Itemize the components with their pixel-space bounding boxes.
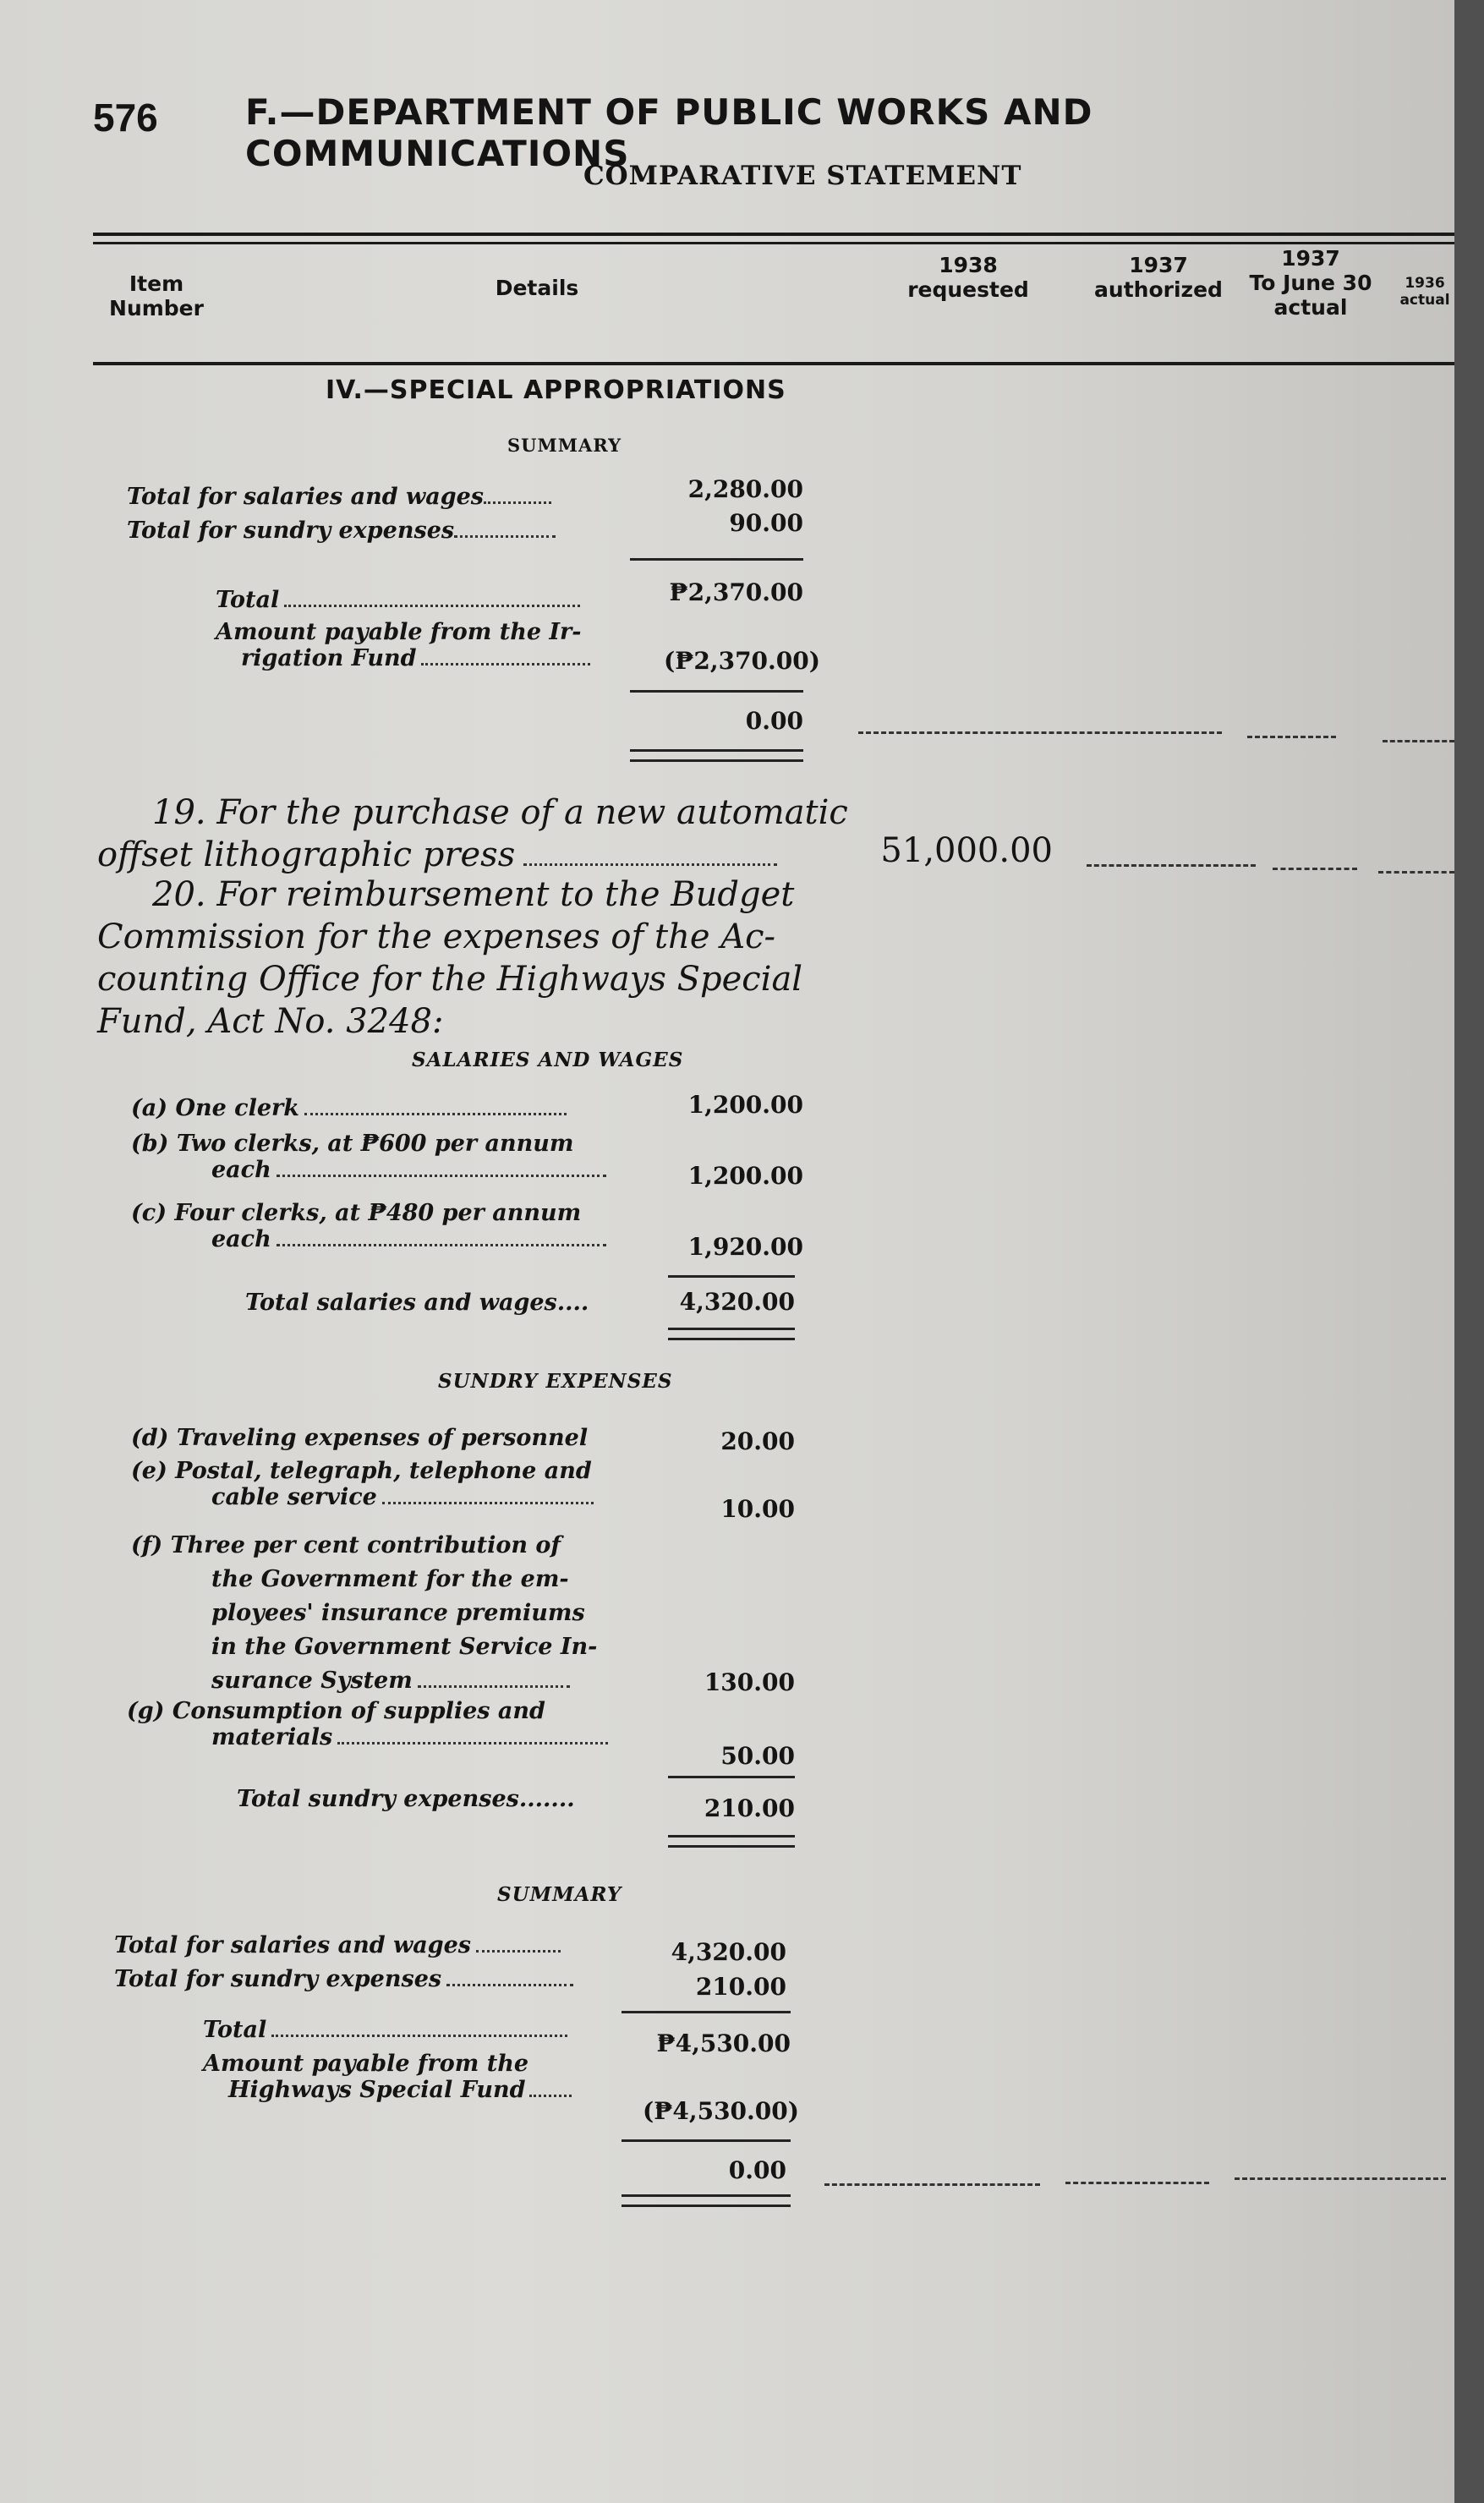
item-20-col-dashes-1 (824, 2183, 1040, 2186)
summary-col-dashes-1 (858, 731, 1222, 734)
item-20-line-2: Commission for the expenses of the Ac- (97, 917, 776, 956)
sundry-d-amount: 20.00 (720, 1427, 795, 1455)
sundry-heading: SUNDRY EXPENSES (438, 1370, 673, 1393)
item-20-summary-salaries-amount: 4,320.00 (671, 1938, 786, 1966)
salaries-heading: SALARIES AND WAGES (412, 1049, 684, 1071)
summary-col-dashes-3 (1383, 740, 1454, 742)
item-20-summary-total-amount: ₱4,530.00 (656, 2029, 791, 2057)
sundry-g-amount: 50.00 (720, 1742, 795, 1770)
salary-c-label: (c) Four clerks, at ₱480 per annum each (131, 1200, 606, 1252)
item-20-summary-payable-amount: (₱4,530.00) (643, 2097, 799, 2125)
col-item-number: Item Number (109, 271, 204, 320)
item-19-dashes-1 (1087, 864, 1256, 867)
salary-c-amount: 1,920.00 (687, 1233, 803, 1261)
item-20-summary-double-rule (622, 2194, 791, 2207)
col-1938-requested: 1938 requested (907, 253, 1029, 302)
summary-salaries-label: Total for salaries and wages (127, 484, 617, 510)
salary-a-amount: 1,200.00 (687, 1091, 803, 1119)
sundry-d-label: (d) Traveling expenses of personnel (131, 1425, 589, 1451)
sundry-total-amount: 210.00 (704, 1794, 795, 1822)
salary-b-label: (b) Two clerks, at ₱600 per annum each (131, 1131, 606, 1183)
col-1937-to-june-30: 1937 To June 30 actual (1249, 246, 1372, 320)
item-19-dashes-3 (1378, 871, 1454, 874)
section-title: IV.—SPECIAL APPROPRIATIONS (326, 375, 786, 405)
item-20-line-1: 20. For reimbursement to the Budget (152, 875, 795, 914)
header-rule-bottom (93, 362, 1454, 365)
page-number: 576 (93, 96, 158, 140)
item-19-dashes-2 (1273, 868, 1357, 870)
item-20-col-dashes-2 (1065, 2182, 1209, 2184)
item-20-summary-salaries-label: Total for salaries and wages (114, 1932, 622, 1958)
sundry-e-amount: 10.00 (720, 1495, 795, 1523)
summary-double-rule (630, 749, 803, 762)
summary-net-rule (630, 690, 803, 693)
sundry-g-label: (g) Consumption of supplies and materials (127, 1698, 608, 1750)
statement-title: COMPARATIVE STATEMENT (583, 161, 1022, 191)
item-20-summary-sundry-amount: 210.00 (695, 1973, 786, 2001)
item-20-summary-payable-label: Amount payable from the Highways Special Fund (203, 2051, 572, 2103)
sundry-f-label: (f) Three per cent contribution of the Government for the em- ployees' insurance premiums in the Government Service In- surance System (131, 1532, 598, 1694)
sundry-total-label: Total sundry expenses....... (237, 1786, 575, 1812)
salaries-total-label: Total salaries and wages.... (245, 1290, 589, 1316)
item-20-summary-net-amount: 0.00 (728, 2156, 786, 2184)
sundry-f-amount: 130.00 (704, 1668, 795, 1696)
summary-total-label: Total (216, 587, 622, 613)
summary-total-amount: ₱2,370.00 (669, 578, 803, 606)
salaries-double-rule (668, 1328, 795, 1340)
item-20-summary-sundry-label: Total for sundry expenses (114, 1966, 622, 1992)
item-20-line-4: Fund, Act No. 3248: (97, 1002, 444, 1041)
col-1936-actual: 1936 actual (1399, 275, 1450, 309)
summary-salaries-amount: 2,280.00 (687, 475, 803, 503)
summary-heading: SUMMARY (507, 435, 622, 456)
item-20-summary-heading: SUMMARY (497, 1883, 622, 1906)
item-19-amount: 51,000.00 (880, 831, 1053, 870)
col-details: Details (495, 276, 579, 300)
item-20-summary-net-rule (622, 2139, 791, 2142)
page-edge-shadow (1454, 0, 1484, 2503)
salaries-total-amount: 4,320.00 (679, 1288, 795, 1316)
summary-payable-label: Amount payable from the Ir- rigation Fund (216, 619, 622, 671)
item-20-summary-rule (622, 2011, 791, 2013)
item-19-line-2: offset lithographic press (97, 835, 808, 874)
salary-a-label: (a) One clerk (131, 1095, 622, 1121)
item-19-line-1: 19. For the purchase of a new automatic (152, 793, 848, 832)
salaries-rule (668, 1275, 795, 1278)
sundry-double-rule (668, 1835, 795, 1848)
sundry-e-label: (e) Postal, telegraph, telephone and cable service (131, 1458, 594, 1510)
item-20-summary-total-label: Total (203, 2017, 609, 2043)
col-1937-authorized: 1937 authorized (1094, 253, 1223, 302)
item-20-line-3: counting Office for the Highways Special (97, 960, 803, 999)
summary-sundry-label: Total for sundry expenses (127, 518, 617, 544)
summary-rule (630, 558, 803, 561)
salary-b-amount: 1,200.00 (687, 1162, 803, 1190)
item-20-col-dashes-3 (1235, 2177, 1446, 2180)
summary-net-amount: 0.00 (745, 707, 803, 735)
sundry-rule (668, 1776, 795, 1778)
header-rule-top (93, 233, 1454, 236)
summary-col-dashes-2 (1247, 736, 1336, 738)
summary-sundry-amount: 90.00 (729, 509, 803, 537)
header-rule-top-2 (93, 242, 1454, 244)
summary-payable-amount: (₱2,370.00) (664, 647, 820, 675)
department-title: F.—DEPARTMENT OF PUBLIC WORKS AND COMMUNICATIONS (245, 91, 1093, 174)
